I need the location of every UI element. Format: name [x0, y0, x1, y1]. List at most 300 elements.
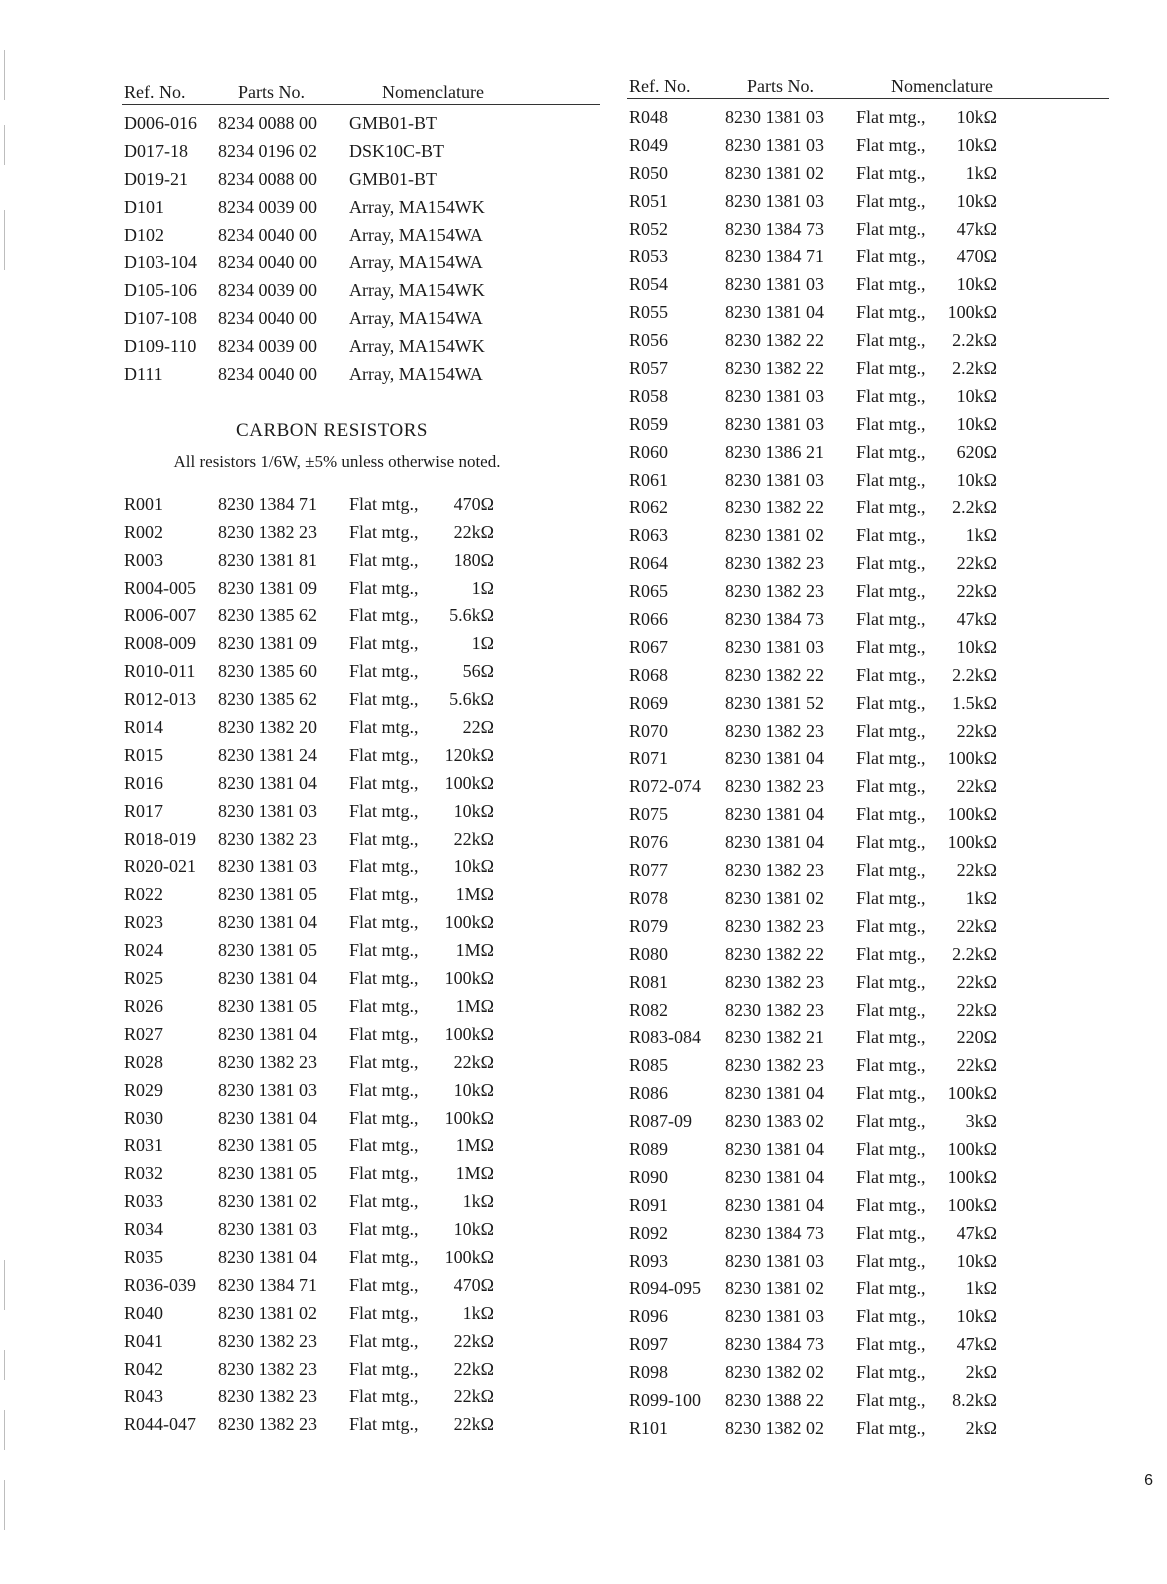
ref-no: R059 [629, 413, 669, 434]
table-row [122, 938, 600, 966]
part-no: 8230 1382 23 [218, 1414, 317, 1435]
ref-no: R093 [629, 1250, 669, 1271]
ref-no: R078 [629, 887, 669, 908]
resistance-value: 1kΩ [965, 1278, 997, 1299]
ref-no: R057 [629, 358, 669, 379]
part-no: 8230 1381 04 [725, 1138, 824, 1159]
mounting: Flat mtg., [856, 1166, 926, 1187]
ref-no: R010-011 [124, 661, 196, 682]
nomenclature: Array, MA154WK [349, 280, 485, 301]
ref-no: R098 [629, 1362, 669, 1383]
table-row [627, 1025, 1109, 1053]
mounting: Flat mtg., [349, 1023, 419, 1044]
resistance-value: 100kΩ [947, 748, 997, 769]
mounting: Flat mtg., [856, 1055, 926, 1076]
mounting: Flat mtg., [856, 218, 926, 239]
part-no: 8230 1385 60 [218, 661, 317, 682]
part-no: 8230 1381 03 [725, 107, 824, 127]
resistance-value: 100kΩ [444, 912, 494, 933]
resistance-value: 22kΩ [956, 999, 997, 1020]
table-row [627, 1193, 1109, 1221]
mounting: Flat mtg., [349, 1107, 419, 1128]
resistance-value: 1kΩ [965, 525, 997, 546]
ref-no: R025 [124, 968, 164, 989]
table-row [122, 306, 600, 334]
resistance-value: 100kΩ [947, 302, 997, 323]
ref-no: R022 [124, 884, 164, 905]
table-row [627, 1221, 1109, 1249]
resistance-value: 22kΩ [956, 860, 997, 881]
nomenclature: Array, MA154WA [349, 224, 483, 245]
part-no: 8234 0039 00 [218, 196, 317, 217]
ref-no: R020-021 [124, 856, 196, 877]
part-no: 8230 1382 23 [725, 720, 824, 741]
resistance-value: 470Ω [956, 246, 997, 267]
table-row [627, 830, 1109, 858]
nomenclature: Array, MA154WA [349, 308, 483, 329]
ref-no: R004-005 [124, 577, 196, 598]
resistance-value: 100kΩ [444, 1246, 494, 1267]
ref-no: R071 [629, 748, 669, 769]
part-no: 8230 1382 23 [218, 1330, 317, 1351]
part-no: 8230 1382 22 [725, 664, 824, 685]
mounting: Flat mtg., [349, 856, 419, 877]
ref-no: R042 [124, 1358, 164, 1379]
part-no: 8230 1381 03 [725, 274, 824, 295]
resistance-value: 10kΩ [956, 107, 997, 127]
resistance-value: 1kΩ [462, 1302, 494, 1323]
mounting: Flat mtg., [349, 1386, 419, 1407]
ref-no: R034 [124, 1219, 164, 1240]
mounting: Flat mtg., [856, 553, 926, 574]
ref-no: R083-084 [629, 1027, 701, 1048]
table-row [122, 910, 600, 938]
ref-no: R040 [124, 1302, 164, 1323]
mounting: Flat mtg., [856, 1362, 926, 1383]
part-no: 8230 1381 02 [725, 162, 824, 183]
mounting: Flat mtg., [349, 1302, 419, 1323]
ref-no: R036-039 [124, 1274, 196, 1295]
mounting: Flat mtg., [349, 521, 419, 542]
resistance-value: 1Ω [471, 577, 494, 598]
mounting: Flat mtg., [856, 1222, 926, 1243]
resistance-value: 2.2kΩ [952, 497, 997, 518]
ref-no: D017-18 [124, 140, 188, 161]
part-no: 8230 1384 73 [725, 609, 824, 630]
part-no: 8230 1382 23 [725, 581, 824, 602]
scan-edge-mark [4, 1480, 11, 1530]
resistance-value: 22kΩ [956, 553, 997, 574]
part-no: 8230 1382 23 [725, 776, 824, 797]
part-no: 8230 1381 04 [725, 1166, 824, 1187]
part-no: 8230 1381 04 [725, 748, 824, 769]
ref-no: R031 [124, 1135, 164, 1156]
mounting: Flat mtg., [349, 661, 419, 682]
part-no: 8230 1384 73 [725, 1222, 824, 1243]
table-row [627, 1137, 1109, 1165]
ref-no: R024 [124, 940, 164, 961]
part-no: 8230 1381 03 [218, 1079, 317, 1100]
table-row [627, 356, 1109, 384]
resistance-value: 100kΩ [947, 1138, 997, 1159]
resistance-value: 100kΩ [947, 832, 997, 853]
part-no: 8230 1381 03 [725, 134, 824, 155]
mounting: Flat mtg., [856, 692, 926, 713]
part-no: 8230 1381 04 [218, 1246, 317, 1267]
resistance-value: 10kΩ [956, 413, 997, 434]
resistance-value: 47kΩ [956, 609, 997, 630]
part-no: 8230 1384 71 [218, 493, 317, 514]
resistance-value: 22kΩ [453, 1414, 494, 1435]
ref-no: R094-095 [629, 1278, 701, 1299]
part-no: 8230 1382 21 [725, 1027, 824, 1048]
part-no: 8230 1381 03 [725, 469, 824, 490]
ref-no: R101 [629, 1417, 669, 1438]
table-row [122, 1273, 600, 1301]
ref-no: R027 [124, 1023, 164, 1044]
table-row [627, 886, 1109, 914]
part-no: 8230 1381 09 [218, 633, 317, 654]
part-no: 8234 0040 00 [218, 364, 317, 385]
part-no: 8230 1382 23 [725, 860, 824, 881]
ref-no: R089 [629, 1138, 669, 1159]
table-row [122, 743, 600, 771]
section-title: CARBON RESISTORS [236, 419, 428, 441]
resistance-value: 470Ω [453, 1274, 494, 1295]
table-row [627, 272, 1109, 300]
resistor-list-left [122, 492, 600, 1440]
table-row [627, 746, 1109, 774]
part-no: 8234 0088 00 [218, 113, 317, 133]
ref-no: R099-100 [629, 1389, 701, 1410]
mounting: Flat mtg., [856, 1250, 926, 1271]
section-note: All resistors 1/6W, ±5% unless otherwise noted. [173, 451, 501, 471]
resistance-value: 3kΩ [965, 1111, 997, 1132]
part-no: 8230 1382 23 [218, 1358, 317, 1379]
table-row [122, 1217, 600, 1245]
table-row [122, 687, 600, 715]
mounting: Flat mtg., [856, 1334, 926, 1355]
table-row [122, 1078, 600, 1106]
mounting: Flat mtg., [856, 1389, 926, 1410]
resistance-value: 22Ω [462, 717, 494, 738]
resistance-value: 22kΩ [453, 828, 494, 849]
scan-edge-mark [4, 1410, 11, 1450]
mounting: Flat mtg., [349, 884, 419, 905]
header-parts: Parts No. [238, 82, 305, 102]
table-row [122, 882, 600, 910]
resistance-value: 1kΩ [462, 1191, 494, 1212]
mounting: Flat mtg., [856, 581, 926, 602]
ref-no: R015 [124, 744, 164, 765]
table-row [122, 250, 600, 278]
ref-no: R026 [124, 995, 164, 1016]
table-row [122, 576, 600, 604]
ref-no: R060 [629, 441, 669, 462]
part-no: 8230 1382 23 [725, 553, 824, 574]
part-no: 8230 1381 04 [725, 804, 824, 825]
ref-no: D109-110 [124, 336, 197, 357]
mounting: Flat mtg., [856, 1111, 926, 1132]
table-row [627, 1388, 1109, 1416]
table-row [627, 412, 1109, 440]
mounting: Flat mtg., [856, 832, 926, 853]
ref-no: R018-019 [124, 828, 196, 849]
part-no: 8230 1382 02 [725, 1417, 824, 1438]
table-row [122, 167, 600, 195]
mounting: Flat mtg., [349, 1414, 419, 1435]
resistance-value: 2.2kΩ [952, 664, 997, 685]
resistance-value: 2.2kΩ [952, 358, 997, 379]
resistance-value: 10kΩ [453, 800, 494, 821]
part-no: 8234 0039 00 [218, 336, 317, 357]
resistance-value: 2.2kΩ [952, 330, 997, 351]
mounting: Flat mtg., [856, 274, 926, 295]
resistance-value: 22kΩ [453, 1358, 494, 1379]
scan-edge-mark [4, 125, 11, 165]
right-column [627, 64, 1109, 1444]
table-row [627, 858, 1109, 886]
table-row [627, 328, 1109, 356]
table-row [627, 1081, 1109, 1109]
ref-no: R063 [629, 525, 669, 546]
mounting: Flat mtg., [856, 469, 926, 490]
table-row [627, 774, 1109, 802]
ref-no: R054 [629, 274, 669, 295]
resistance-value: 47kΩ [956, 1222, 997, 1243]
resistance-value: 10kΩ [956, 190, 997, 211]
mounting: Flat mtg., [856, 887, 926, 908]
resistance-value: 10kΩ [453, 856, 494, 877]
table-row [627, 384, 1109, 412]
table-row [627, 1416, 1109, 1444]
nomenclature: DSK10C-BT [349, 140, 445, 161]
part-no: 8230 1381 05 [218, 884, 317, 905]
part-no: 8230 1381 03 [725, 636, 824, 657]
mounting: Flat mtg., [349, 605, 419, 626]
ref-no: R072-074 [629, 776, 701, 797]
ref-no: R064 [629, 553, 669, 574]
resistance-value: 10kΩ [956, 469, 997, 490]
mounting: Flat mtg., [856, 190, 926, 211]
mounting: Flat mtg., [349, 744, 419, 765]
ref-no: R052 [629, 218, 669, 239]
mounting: Flat mtg., [349, 968, 419, 989]
part-no: 8230 1382 22 [725, 358, 824, 379]
ref-no: R006-007 [124, 605, 196, 626]
resistance-value: 180Ω [453, 549, 494, 570]
mounting: Flat mtg., [856, 860, 926, 881]
ref-no: R003 [124, 549, 164, 570]
part-no: 8230 1382 23 [725, 915, 824, 936]
mounting: Flat mtg., [856, 664, 926, 685]
table-row [122, 223, 600, 251]
mounting: Flat mtg., [856, 748, 926, 769]
table-row [627, 495, 1109, 523]
part-no: 8230 1388 22 [725, 1389, 824, 1410]
mounting: Flat mtg., [349, 1274, 419, 1295]
resistance-value: 1MΩ [455, 995, 494, 1016]
ref-no: D105-106 [124, 280, 197, 301]
mounting: Flat mtg., [856, 915, 926, 936]
nomenclature: Array, MA154WA [349, 252, 483, 273]
ref-no: R097 [629, 1334, 669, 1355]
ref-no: R086 [629, 1083, 669, 1104]
table-row [122, 659, 600, 687]
table-row [627, 1109, 1109, 1137]
nomenclature: GMB01-BT [349, 168, 438, 189]
part-no: 8230 1382 23 [218, 828, 317, 849]
part-no: 8230 1382 23 [725, 1055, 824, 1076]
part-no: 8230 1382 23 [725, 971, 824, 992]
ref-no: R048 [629, 107, 669, 127]
mounting: Flat mtg., [349, 800, 419, 821]
table-row [122, 548, 600, 576]
mounting: Flat mtg., [349, 1163, 419, 1184]
part-no: 8230 1381 03 [725, 1306, 824, 1327]
resistance-value: 10kΩ [956, 134, 997, 155]
resistance-value: 1MΩ [455, 1163, 494, 1184]
mounting: Flat mtg., [856, 330, 926, 351]
part-no: 8234 0040 00 [218, 252, 317, 273]
part-no: 8230 1381 05 [218, 995, 317, 1016]
table-row [122, 111, 600, 139]
table-row [122, 1106, 600, 1134]
ref-no: D103-104 [124, 252, 197, 273]
ref-no: R012-013 [124, 689, 196, 710]
resistance-value: 2.2kΩ [952, 943, 997, 964]
resistance-value: 22kΩ [956, 776, 997, 797]
part-no: 8230 1382 23 [218, 1386, 317, 1407]
resistance-value: 100kΩ [947, 1083, 997, 1104]
ref-no: R035 [124, 1246, 164, 1267]
part-no: 8230 1381 05 [218, 940, 317, 961]
resistance-value: 22kΩ [453, 521, 494, 542]
ref-no: R067 [629, 636, 669, 657]
mounting: Flat mtg., [856, 385, 926, 406]
table-row [122, 603, 600, 631]
mounting: Flat mtg., [856, 609, 926, 630]
resistance-value: 47kΩ [956, 218, 997, 239]
part-no: 8230 1381 03 [725, 1250, 824, 1271]
table-row [627, 161, 1109, 189]
resistance-value: 100kΩ [947, 804, 997, 825]
scan-edge-mark [4, 1350, 11, 1380]
ref-no: R092 [629, 1222, 669, 1243]
resistance-value: 120kΩ [444, 744, 494, 765]
mounting: Flat mtg., [349, 577, 419, 598]
table-row [122, 799, 600, 827]
resistance-value: 100kΩ [444, 968, 494, 989]
table-row [122, 1384, 600, 1412]
resistance-value: 22kΩ [956, 971, 997, 992]
mounting: Flat mtg., [856, 1278, 926, 1299]
part-no: 8230 1381 04 [218, 772, 317, 793]
part-no: 8230 1381 04 [218, 1023, 317, 1044]
mounting: Flat mtg., [349, 549, 419, 570]
table-row [627, 1332, 1109, 1360]
mounting: Flat mtg., [349, 493, 419, 514]
ref-no: R070 [629, 720, 669, 741]
mounting: Flat mtg., [349, 828, 419, 849]
ref-no: D111 [124, 364, 163, 385]
resistance-value: 22kΩ [453, 1051, 494, 1072]
part-no: 8230 1381 03 [725, 385, 824, 406]
nomenclature: Array, MA154WK [349, 336, 485, 357]
nomenclature: GMB01-BT [349, 113, 438, 133]
resistance-value: 22kΩ [956, 581, 997, 602]
mounting: Flat mtg., [349, 633, 419, 654]
part-no: 8234 0088 00 [218, 168, 317, 189]
header-nomenclature: Nomenclature [891, 76, 993, 96]
ref-no: R043 [124, 1386, 164, 1407]
part-no: 8230 1381 03 [218, 800, 317, 821]
ref-no: R081 [629, 971, 669, 992]
table-row [627, 942, 1109, 970]
table-row [627, 802, 1109, 830]
ref-no: R087-09 [629, 1111, 692, 1132]
header-ref: Ref. No. [629, 76, 691, 96]
table-row [627, 635, 1109, 663]
ref-no: D006-016 [124, 113, 197, 133]
header-ref: Ref. No. [124, 82, 186, 102]
resistance-value: 100kΩ [444, 772, 494, 793]
resistance-value: 22kΩ [453, 1386, 494, 1407]
part-no: 8230 1381 04 [218, 912, 317, 933]
resistance-value: 1MΩ [455, 884, 494, 905]
table-row [627, 1053, 1109, 1081]
ref-no: R091 [629, 1194, 669, 1215]
table-row [627, 523, 1109, 551]
ref-no: R014 [124, 717, 164, 738]
ref-no: R032 [124, 1163, 164, 1184]
ref-no: R075 [629, 804, 669, 825]
ref-no: R062 [629, 497, 669, 518]
table-row [122, 520, 600, 548]
mounting: Flat mtg., [856, 999, 926, 1020]
table-row [122, 1357, 600, 1385]
part-no: 8230 1381 04 [725, 1194, 824, 1215]
part-no: 8230 1381 02 [218, 1191, 317, 1212]
part-no: 8230 1382 20 [218, 717, 317, 738]
table-header [122, 70, 600, 105]
table-row [627, 1360, 1109, 1388]
part-no: 8230 1381 04 [218, 968, 317, 989]
ref-no: R068 [629, 664, 669, 685]
part-no: 8230 1381 05 [218, 1135, 317, 1156]
part-no: 8230 1382 22 [725, 497, 824, 518]
part-no: 8230 1381 03 [725, 413, 824, 434]
ref-no: R033 [124, 1191, 164, 1212]
mounting: Flat mtg., [856, 1083, 926, 1104]
scan-edge-mark [4, 50, 11, 100]
nomenclature: Array, MA154WK [349, 196, 485, 217]
table-row [627, 551, 1109, 579]
ref-no: R002 [124, 521, 164, 542]
table-row [122, 854, 600, 882]
ref-no: R053 [629, 246, 669, 267]
mounting: Flat mtg., [856, 134, 926, 155]
ref-no: R023 [124, 912, 164, 933]
mounting: Flat mtg., [349, 1191, 419, 1212]
ref-no: R016 [124, 772, 164, 793]
table-row [627, 217, 1109, 245]
resistance-value: 1kΩ [965, 887, 997, 908]
mounting: Flat mtg., [856, 162, 926, 183]
part-no: 8230 1381 81 [218, 549, 317, 570]
part-no: 8230 1385 62 [218, 605, 317, 626]
part-no: 8230 1381 04 [725, 302, 824, 323]
